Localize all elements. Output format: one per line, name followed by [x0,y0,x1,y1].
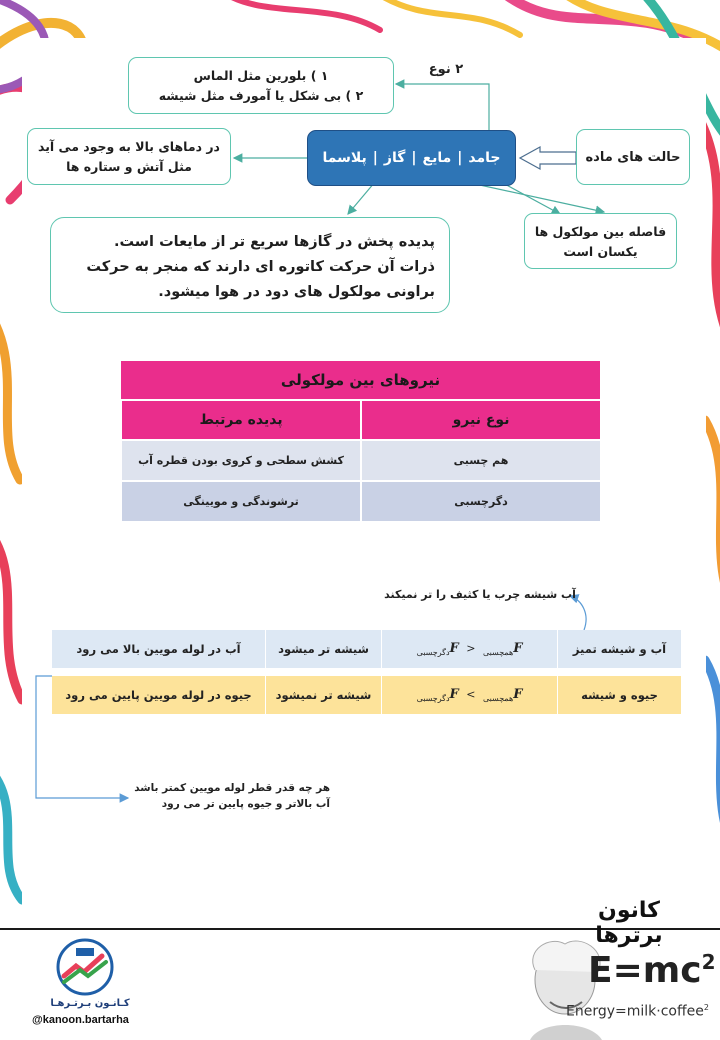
intermolecular-forces-table [120,361,600,521]
diffusion-note-line-1: پدیده پخش در گازها سریع تر از مایعات است. [113,234,435,250]
state-separator: | [457,150,463,166]
table-cell: ترشوندگی و مویینگی [121,481,361,521]
adhesion-subscript: دگرچسبی [416,694,450,704]
logo-emblem-icon [50,936,120,998]
force-symbol: F [449,686,459,702]
cohesion-subscript: همچسبی [482,694,514,704]
state-solid: جامد [468,150,501,166]
capillary-note-line-2: آب بالاتر و جیوه پایین تر می رود [161,798,330,810]
spacing-note-box [524,213,677,269]
table-cell: کشش سطحی و کروی بودن قطره آب [121,440,361,481]
states-label-box [576,129,690,185]
states-of-matter-box [307,130,516,186]
instagram-handle: @kanoon.bartarha [32,1014,129,1026]
wetting-result: شیشه تر میشود [266,630,382,668]
plasma-note-line-1: در دماهای بالا به وجود می آید [38,139,220,154]
pair-label: جیوه و شیشه [558,676,682,714]
comparison-row-water [52,630,682,668]
diffusion-note-line-3: براونی مولکول های دود در هوا میشود. [158,284,435,300]
comparison-operator: < [466,641,476,655]
comparison-row-mercury [52,676,682,714]
force-symbol: F [513,640,523,656]
comparison-operator: > [466,687,476,701]
plasma-note-line-2: مثل آتش و ستاره ها [66,159,192,174]
state-gas: گاز [383,150,406,166]
energy-pun [566,1003,709,1020]
formula-text: E=mc [588,950,702,991]
cohesion-subscript: همچسبی [482,648,514,658]
pun-exponent: 2 [703,1003,709,1012]
solid-type-amorphous: ۲ ) بی شکل یا آمورف مثل شیشه [158,88,364,103]
force-symbol: F [513,686,523,702]
capillary-result: جیوه در لوله مویین پایین می رود [52,676,266,714]
diffusion-note-line-2: ذرات آن حرکت کاتوره ای دارند که منجر به حرکت [86,259,435,275]
kanoon-logo [50,936,120,998]
states-label: حالت های ماده [585,149,681,165]
table-cell: هم چسبی [361,440,600,481]
state-plasma: پلاسما [322,150,367,166]
spacing-note-line-2: یکسان است [563,244,638,259]
table-cell: دگرچسبی [361,481,600,521]
table-row [121,481,600,521]
logo-caption: کـانـون بـرتـرهـا [50,998,130,1009]
diffusion-note-box [50,217,450,313]
state-separator: | [411,150,417,166]
spacing-note-line-1: فاصله بین مولکول ها [534,224,667,239]
table-row [121,440,600,481]
pair-label: آب و شیشه تمیز [558,630,682,668]
table-title: نیروهای بین مولکولی [121,361,600,400]
greasy-glass-note: آب شیشه چرب یا کثیف را تر نمیکند [384,588,576,601]
capillary-note-line-1: هر چه قدر قطر لوله مویین کمتر باشد [134,782,330,794]
brand-mark: کانون برترها [595,898,663,948]
solid-type-crystalline: ۱ ) بلورین مثل الماس [193,68,329,83]
capillary-result: آب در لوله مویین بالا می رود [52,630,266,668]
emc2-formula [588,950,716,991]
state-separator: | [372,150,378,166]
table-header-force-type: نوع نیرو [361,400,600,440]
solid-types-box [128,57,394,114]
adhesion-subscript: دگرچسبی [416,648,450,658]
force-symbol: F [449,640,459,656]
force-comparison [382,630,558,668]
pun-text: Energy=milk·coffee [566,1003,704,1020]
plasma-note-box [27,128,231,185]
force-comparison [382,676,558,714]
formula-exponent: 2 [701,950,716,974]
capillary-diameter-note [130,780,330,812]
state-liquid: مایع [422,150,452,166]
types-count-label: ۲ نوع [428,62,464,77]
wetting-result: شیشه تر نمیشود [266,676,382,714]
table-header-phenomenon: پدیده مرتبط [121,400,361,440]
